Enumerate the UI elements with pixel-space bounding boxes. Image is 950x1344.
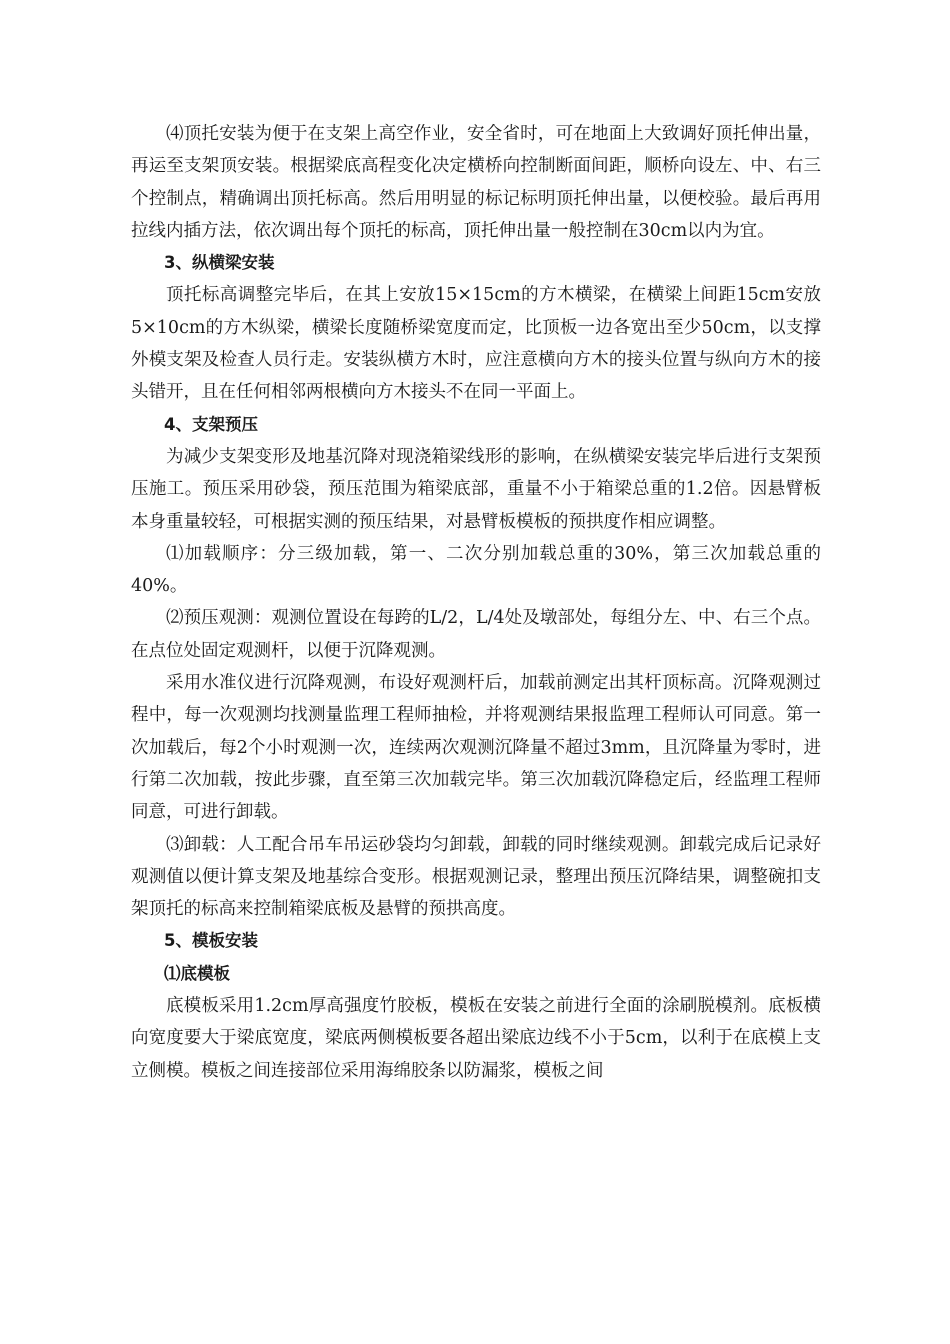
section-heading-formwork: 5、模板安装 xyxy=(164,931,258,951)
paragraph-unloading: ⑶卸载：人工配合吊车吊运砂袋均匀卸载，卸载的同时继续观测。卸载完成后记录好观测值以便计算支架及地基综合变形。根据观测记录，整理出预压沉降结果，调整碗扣支架顶托的标高来控制箱梁底板及悬臂的预拱高度。 xyxy=(131,834,821,920)
section-heading-beam-install: 3、纵横梁安装 xyxy=(164,253,275,273)
paragraph-beam-install: 顶托标高调整完毕后，在其上安放15×15cm的方木横梁，在横梁上间距15cm安放5×10cm的方木纵梁，横梁长度随桥梁宽度而定，比顶板一边各宽出至少50cm，以支撑外模支架及检查人员行走。安装纵横方木时，应注意横向方木的接头位置与纵向方木的接头错开，且在任何相邻两根横向方木接头不在同一平面上。 xyxy=(131,285,821,403)
paragraph-preload-observation: ⑵预压观测：观测位置设在每跨的L/2，L/4处及墩部处，每组分左、中、右三个点。在点位处固定观测杆，以便于沉降观测。 xyxy=(131,608,821,661)
paragraph-bottom-formwork: 底模板采用1.2cm厚高强度竹胶板，模板在安装之前进行全面的涂刷脱模剂。底板横向宽度要大于梁底宽度，梁底两侧模板要各超出梁底边线不小于5cm，以利于在底模上支立侧模。模板之间连接部位采用海绵胶条以防漏浆，模板之间 xyxy=(131,996,821,1081)
paragraph-preload-intro: 为减少支架变形及地基沉降对现浇箱梁线形的影响，在纵横梁安装完毕后进行支架预压施工。预压采用砂袋，预压范围为箱梁底部，重量不小于箱梁总重的1.2倍。因悬臂板本身重量较轻，可根据实测的预压结果，对悬臂板模板的预拱度作相应调整。 xyxy=(131,446,821,532)
subsection-heading-bottom-formwork: ⑴底模板 xyxy=(164,963,230,983)
paragraph-settlement-observation: 采用水准仪进行沉降观测，布设好观测杆后，加载前测定出其杆顶标高。沉降观测过程中，每一次观测均找测量监理工程师抽检，并将观测结果报监理工程师认可同意。第一次加载后，每2个小时观测一次，连续两次观测沉降量不超过3mm，且沉降量为零时，进行第二次加载，按此步骤，直至第三次加载完毕。第三次加载沉降稳定后，经监理工程师同意，可进行卸载。 xyxy=(131,673,821,823)
document-body xyxy=(131,118,821,1087)
section-heading-preload: 4、支架预压 xyxy=(164,414,258,434)
paragraph-jacking-install: ⑷顶托安装为便于在支架上高空作业，安全省时，可在地面上大致调好顶托伸出量，再运至支架顶安装。根据梁底高程变化决定横桥向控制断面间距，顺桥向设左、中、右三个控制点，精确调出顶托标高。然后用明显的标记标明顶托伸出量，以便校验。最后再用拉线内插方法，依次调出每个顶托的标高，顶托伸出量一般控制在30cm以内为宜。 xyxy=(131,124,821,241)
paragraph-loading-sequence: ⑴加载顺序：分三级加载，第一、二次分别加载总重的30%，第三次加载总重的40%。 xyxy=(131,543,821,597)
